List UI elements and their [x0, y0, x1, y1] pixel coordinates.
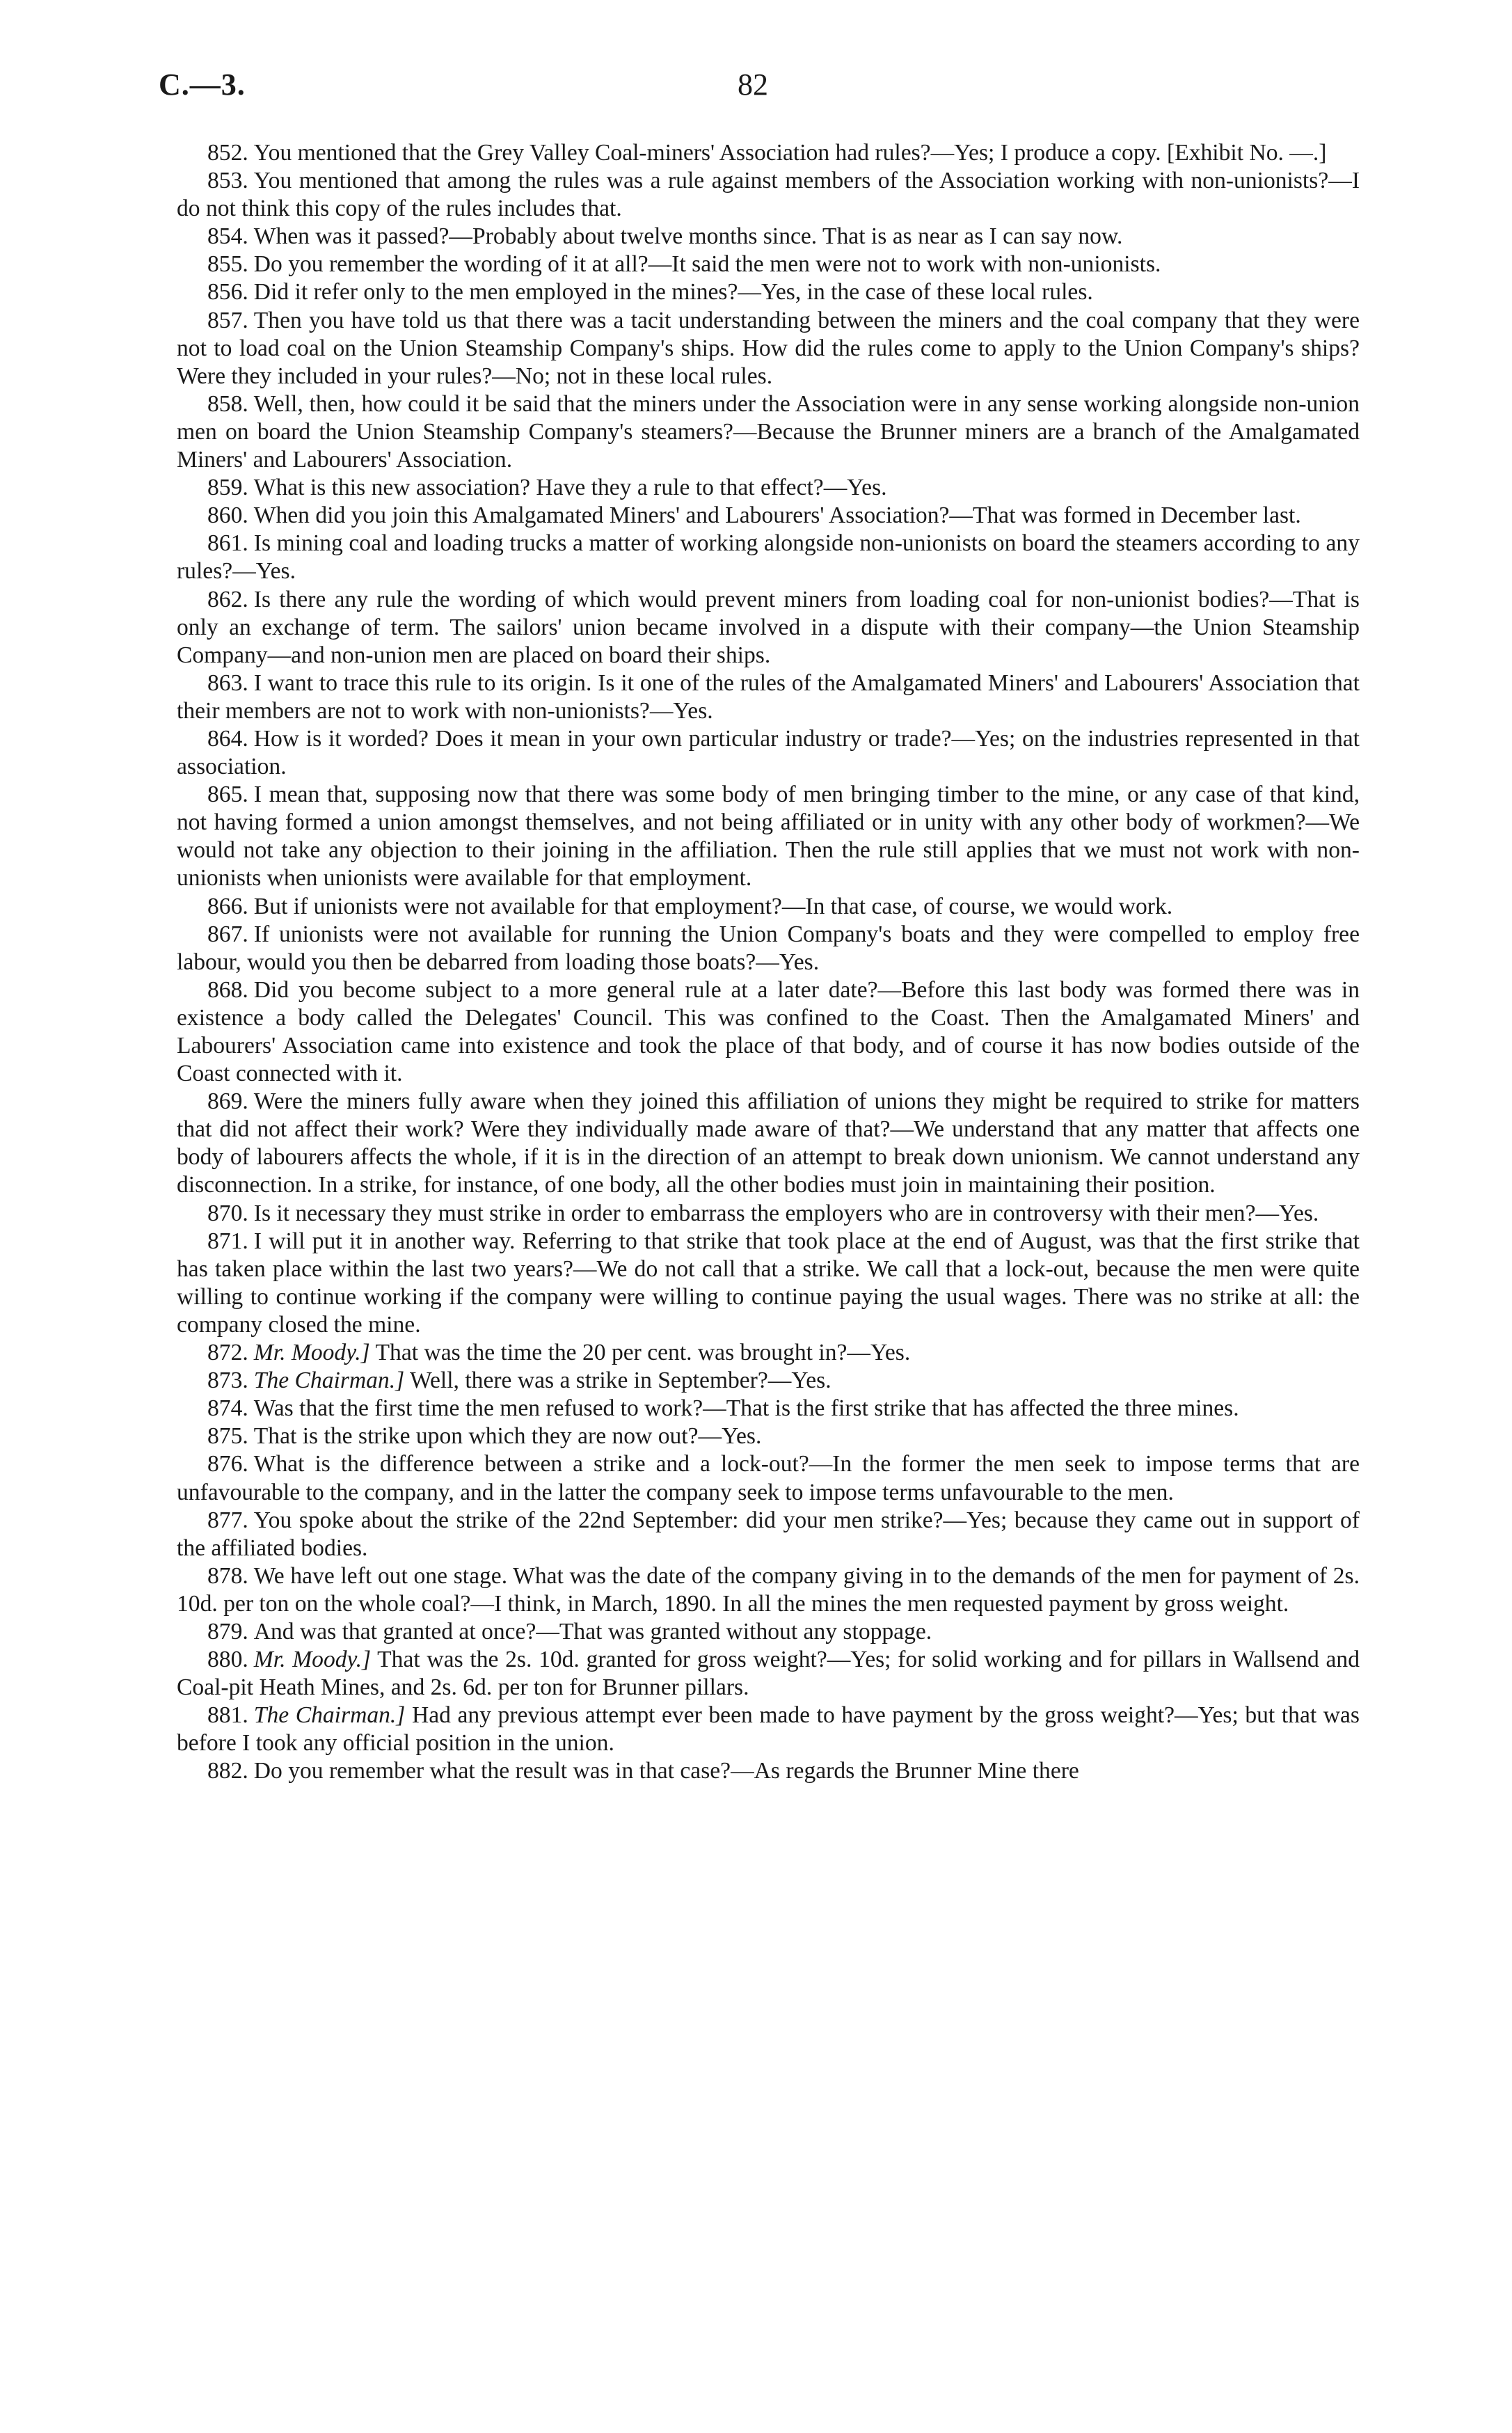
question-text: When was it passed?—Probably about twelve months since. That is as near as I can say now.: [253, 223, 1123, 250]
question-text: What is the difference between a strike and a lock-out?—In the former the men seek to impose terms that are unfavourable to the company, and in the latter the company seek to impose terms unfavourable to the men.: [177, 1451, 1360, 1505]
question-paragraph: [177, 781, 1360, 892]
question-paragraph: [177, 586, 1360, 669]
question-number: 852.: [207, 140, 248, 166]
question-number: 882.: [207, 1758, 248, 1784]
question-paragraph: [177, 1618, 1360, 1646]
question-paragraph: [177, 1702, 1360, 1757]
question-number: 869.: [207, 1088, 248, 1115]
question-paragraph: [177, 1395, 1360, 1422]
question-text: That is the strike upon which they are now out?—Yes.: [253, 1423, 762, 1450]
question-paragraph: [177, 251, 1360, 278]
question-paragraph: [177, 921, 1360, 976]
question-number: 870.: [207, 1200, 248, 1226]
page-header: [159, 67, 1355, 109]
question-paragraph: [177, 139, 1360, 167]
question-paragraph: [177, 1200, 1360, 1228]
question-paragraph: [177, 1339, 1360, 1367]
question-number: 858.: [207, 390, 248, 417]
question-number: 857.: [207, 307, 248, 333]
question-number: 872.: [207, 1340, 248, 1366]
question-text: When did you join this Amalgamated Miners' and Labourers' Association?—That was formed in December last.: [253, 502, 1301, 529]
question-text: Was that the first time the men refused to work?—That is the first strike that has affected the three mines.: [253, 1395, 1239, 1422]
question-paragraph: [177, 725, 1360, 781]
question-text: Well, then, how could it be said that the miners under the Association were in any sense working alongside non-union men on board the Union Steamship Company's steamers?—Because the Brunner miners are a branch of the Amalgamated Miners' and Labourers' Association.: [177, 390, 1360, 473]
question-number: 875.: [207, 1423, 248, 1450]
question-paragraph: [177, 1367, 1360, 1395]
question-text: I mean that, supposing now that there was some body of men bringing timber to the mine, or any case of that kind, not having formed a union amongst themselves, and not being affiliated or in unity with any other body of workmen?—We would not take any objection to their joining in the affiliation. Then the rule still applies that we must not work with non-unionists when unionists were available for that employment.: [177, 782, 1360, 891]
question-text: Did you become subject to a more general rule at a later date?—Before this last body was formed there was in existence a body called the Delegates' Council. This was confined to the Coast. Then the Amalgamated Miners' and Labourers' Association came into existence and took the place of that body, and of course it has now bodies outside of the Coast connected with it.: [177, 976, 1360, 1087]
question-number: 878.: [207, 1562, 248, 1589]
question-number: 865.: [207, 782, 248, 808]
question-number: 854.: [207, 223, 248, 250]
question-text: I want to trace this rule to its origin. Is it one of the rules of the Amalgamated Miners' and Labourers' Association that their members are not to work with non-unionists?—Yes.: [177, 669, 1360, 724]
question-number: 881.: [207, 1702, 248, 1729]
question-number: 873.: [207, 1368, 248, 1394]
question-paragraph: [177, 390, 1360, 474]
question-text: But if unionists were not available for that employment?—In that case, of course, we would work.: [253, 893, 1173, 919]
question-paragraph: [177, 167, 1360, 223]
question-number: 864.: [207, 725, 248, 752]
question-number: 862.: [207, 586, 248, 612]
question-paragraph: [177, 1562, 1360, 1618]
speaker-label: Mr. Moody.]: [253, 1647, 372, 1673]
question-number: 874.: [207, 1395, 248, 1422]
evidence-text: [177, 139, 1360, 1786]
question-paragraph: [177, 530, 1360, 585]
question-text: Did it refer only to the men employed in the mines?—Yes, in the case of these local rules.: [253, 279, 1093, 306]
question-text: If unionists were not available for running the Union Company's boats and they were compelled to employ free labour, would you then be debarred from loading those boats?—Yes.: [177, 921, 1360, 975]
question-number: 880.: [207, 1647, 248, 1673]
question-paragraph: [177, 976, 1360, 1088]
question-paragraph: [177, 474, 1360, 502]
question-number: 861.: [207, 530, 248, 557]
question-number: 853.: [207, 168, 248, 194]
question-paragraph: [177, 1088, 1360, 1199]
document-reference: C.—3.: [159, 68, 246, 102]
question-paragraph: [177, 1757, 1360, 1785]
question-number: 855.: [207, 251, 248, 278]
question-number: 877.: [207, 1507, 248, 1533]
question-text: That was the 2s. 10d. granted for gross weight?—Yes; for solid working and for pillars in Wallsend and Coal-pit Heath Mines, and 2s. 6d. per ton for Brunner pillars.: [177, 1647, 1360, 1701]
question-text: You mentioned that among the rules was a rule against members of the Association working with non-unionists?—I do not think this copy of the rules includes that.: [177, 168, 1360, 222]
question-paragraph: [177, 307, 1360, 390]
question-text: Is it necessary they must strike in order to embarrass the employers who are in controversy with their men?—Yes.: [253, 1200, 1319, 1226]
question-paragraph: [177, 278, 1360, 306]
question-text: That was the time the 20 per cent. was brought in?—Yes.: [375, 1340, 911, 1366]
question-text: We have left out one stage. What was the date of the company giving in to the demands of the men for payment of 2s. 10d. per ton on the whole coal?—I think, in March, 1890. In all the mines the men requested payment by gross weight.: [177, 1562, 1360, 1617]
question-text: Do you remember the wording of it at all?—It said the men were not to work with non-unionists.: [253, 251, 1161, 278]
question-paragraph: [177, 893, 1360, 921]
question-number: 859.: [207, 475, 248, 501]
question-text: Do you remember what the result was in that case?—As regards the Brunner Mine there: [253, 1758, 1079, 1784]
question-paragraph: [177, 1646, 1360, 1702]
question-number: 871.: [207, 1228, 248, 1254]
question-paragraph: [177, 669, 1360, 725]
question-paragraph: [177, 223, 1360, 251]
question-number: 866.: [207, 893, 248, 919]
question-paragraph: [177, 1450, 1360, 1506]
question-number: 856.: [207, 279, 248, 306]
question-number: 879.: [207, 1618, 248, 1645]
question-text: What is this new association? Have they a rule to that effect?—Yes.: [253, 475, 887, 501]
question-text: And was that granted at once?—That was granted without any stoppage.: [253, 1618, 932, 1645]
question-number: 876.: [207, 1451, 248, 1477]
question-paragraph: [177, 502, 1360, 530]
question-paragraph: [177, 1228, 1360, 1339]
page-number: 82: [738, 68, 768, 102]
speaker-label: Mr. Moody.]: [253, 1340, 370, 1366]
question-number: 868.: [207, 976, 248, 1003]
question-text: Were the miners fully aware when they joined this affiliation of unions they might be required to strike for matters that did not affect their work? Were they individually made aware of that?—We understand that any matter that affects one body of labourers affects the whole, if it is in the direction of an attempt to break down unionism. We cannot understand any disconnection. In a strike, for instance, of one body, all the other bodies must join in maintaining their position.: [177, 1088, 1360, 1198]
speaker-label: The Chairman.]: [253, 1702, 406, 1729]
question-text: Then you have told us that there was a tacit understanding between the miners and the coal company that they were not to load coal on the Union Steamship Company's ships. How did the rules come to apply to the Union Company's ships? Were they included in your rules?—No; not in these local rules.: [177, 307, 1360, 389]
question-text: I will put it in another way. Referring to that strike that took place at the end of August, was that the first strike that has taken place within the last two years?—We do not call that a strike. We call that a lock-out, because the men were quite willing to continue working if the company were willing to continue paying the usual wages. There was no strike at all: the company closed the mine.: [177, 1228, 1360, 1338]
question-text: Well, there was a strike in September?—Yes.: [409, 1368, 831, 1394]
question-number: 867.: [207, 921, 248, 947]
question-text: Is there any rule the wording of which would prevent miners from loading coal for non-unionist bodies?—That is only an exchange of term. The sailors' union became involved in a dispute with their company—the Union Steamship Company—and non-union men are placed on board their ships.: [177, 586, 1360, 668]
question-text: You mentioned that the Grey Valley Coal-miners' Association had rules?—Yes; I produce a copy. [Exhibit No. —.]: [253, 140, 1327, 166]
question-number: 863.: [207, 669, 248, 696]
question-text: Is mining coal and loading trucks a matter of working alongside non-unionists on board the steamers according to any rules?—Yes.: [177, 530, 1360, 585]
question-text: You spoke about the strike of the 22nd September: did your men strike?—Yes; because they came out in support of the affiliated bodies.: [177, 1507, 1360, 1561]
question-text: Had any previous attempt ever been made to have payment by the gross weight?—Yes; but that was before I took any official position in the union.: [177, 1702, 1360, 1757]
question-number: 860.: [207, 502, 248, 529]
question-text: How is it worded? Does it mean in your own particular industry or trade?—Yes; on the industries represented in that association.: [177, 725, 1360, 780]
speaker-label: The Chairman.]: [253, 1368, 405, 1394]
question-paragraph: [177, 1422, 1360, 1450]
question-paragraph: [177, 1507, 1360, 1562]
